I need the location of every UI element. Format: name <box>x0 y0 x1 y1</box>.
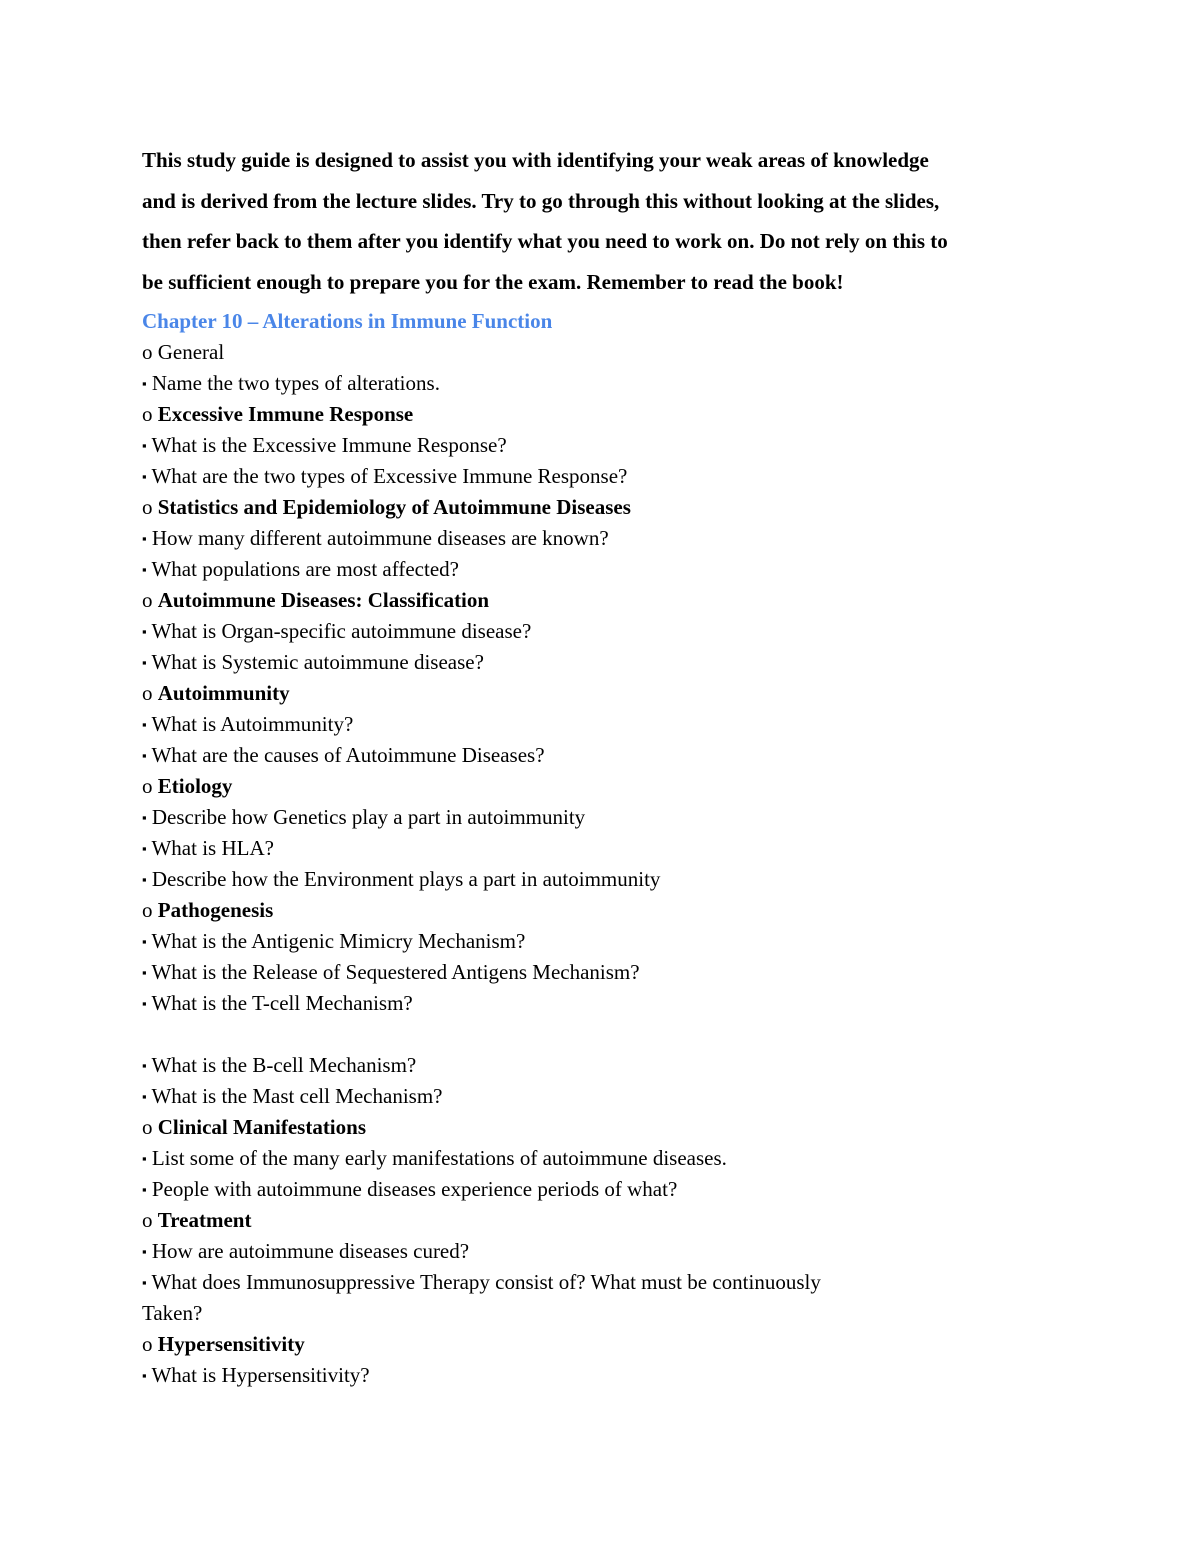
heading-marker: o <box>142 681 153 705</box>
list-item <box>142 864 1062 895</box>
bullet-icon: ▪ <box>142 748 147 763</box>
list-item-text: How are autoimmune diseases cured? <box>151 1239 470 1263</box>
list-item <box>142 802 1062 833</box>
section-heading-text: Autoimmune Diseases: Classification <box>157 588 490 612</box>
list-item <box>142 709 1062 740</box>
list-item-text: What does Immunosuppressive Therapy consist of? What must be continuously <box>151 1270 821 1294</box>
list-item <box>142 988 1062 1019</box>
list-item-text: What is Hypersensitivity? <box>151 1363 370 1387</box>
section-heading-text: Clinical Manifestations <box>157 1115 366 1139</box>
list-item-text: What populations are most affected? <box>151 557 459 581</box>
list-item-text: What is HLA? <box>151 836 274 860</box>
heading-marker: o <box>142 1115 153 1139</box>
section-heading <box>142 1112 1062 1143</box>
section-heading-text: Excessive Immune Response <box>157 402 414 426</box>
section-heading <box>142 1329 1062 1360</box>
intro-paragraph <box>142 140 1062 302</box>
section-heading-text: Hypersensitivity <box>157 1332 305 1356</box>
list-item <box>142 461 1062 492</box>
section-heading <box>142 678 1062 709</box>
heading-marker: o <box>142 495 153 519</box>
section-heading-text: Treatment <box>157 1208 252 1232</box>
list-item-text: List some of the many early manifestations of autoimmune diseases. <box>151 1146 727 1170</box>
bullet-icon: ▪ <box>142 469 147 484</box>
heading-marker: o <box>142 402 153 426</box>
bullet-icon: ▪ <box>142 965 147 980</box>
document-page <box>142 140 1062 1391</box>
list-item-continuation: Taken? <box>142 1301 203 1325</box>
list-item <box>142 1081 1062 1112</box>
bullet-icon: ▪ <box>142 655 147 670</box>
list-item-text: What is the Release of Sequestered Antigens Mechanism? <box>151 960 640 984</box>
list-item-text: Describe how the Environment plays a part in autoimmunity <box>151 867 661 891</box>
heading-marker: o <box>142 898 153 922</box>
list-item <box>142 926 1062 957</box>
section-heading <box>142 585 1062 616</box>
list-item <box>142 523 1062 554</box>
chapter-title: Chapter 10 – Alterations in Immune Function <box>142 309 553 333</box>
list-item-text: What is the Mast cell Mechanism? <box>151 1084 443 1108</box>
heading-marker: o <box>142 588 153 612</box>
bullet-icon: ▪ <box>142 996 147 1011</box>
bullet-icon: ▪ <box>142 841 147 856</box>
list-item-text: What is Organ-specific autoimmune disease? <box>151 619 532 643</box>
study-outline <box>142 337 1062 1391</box>
section-heading-text: General <box>157 340 225 364</box>
heading-marker: o <box>142 1208 153 1232</box>
list-item <box>142 1050 1062 1081</box>
bullet-icon: ▪ <box>142 810 147 825</box>
list-item-text: What is Systemic autoimmune disease? <box>151 650 484 674</box>
intro-line: then refer back to them after you identify what you need to work on. Do not rely on this to <box>142 229 948 253</box>
intro-line: and is derived from the lecture slides. Try to go through this without looking at the slides, <box>142 188 940 213</box>
list-item-text: What are the causes of Autoimmune Diseases? <box>151 743 545 767</box>
section-heading-text: Autoimmunity <box>157 681 290 705</box>
list-item-text: Name the two types of alterations. <box>151 371 440 395</box>
heading-marker: o <box>142 340 153 364</box>
bullet-icon: ▪ <box>142 1058 147 1073</box>
section-heading <box>142 399 1062 430</box>
bullet-icon: ▪ <box>142 531 147 546</box>
list-item <box>142 1174 1062 1205</box>
bullet-icon: ▪ <box>142 562 147 577</box>
bullet-icon: ▪ <box>142 717 147 732</box>
bullet-icon: ▪ <box>142 624 147 639</box>
list-item <box>142 833 1062 864</box>
list-item <box>142 1236 1062 1267</box>
list-item-text: What is the Excessive Immune Response? <box>151 433 507 457</box>
bullet-icon: ▪ <box>142 1151 147 1166</box>
list-item-text: What is the B-cell Mechanism? <box>151 1053 417 1077</box>
intro-line: This study guide is designed to assist you with identifying your weak areas of knowledge <box>142 148 929 172</box>
bullet-icon: ▪ <box>142 934 147 949</box>
blank-line <box>142 1019 1062 1050</box>
section-heading-text: Etiology <box>157 774 233 798</box>
section-heading <box>142 771 1062 802</box>
section-heading-text: Pathogenesis <box>157 898 274 922</box>
bullet-icon: ▪ <box>142 438 147 453</box>
list-item <box>142 616 1062 647</box>
list-item <box>142 647 1062 678</box>
list-item <box>142 1360 1062 1391</box>
section-heading <box>142 895 1062 926</box>
list-item <box>142 554 1062 585</box>
list-item <box>142 957 1062 988</box>
list-item-text: What is the Antigenic Mimicry Mechanism? <box>151 929 526 953</box>
intro-line: be sufficient enough to prepare you for the exam. Remember to read the book! <box>142 269 844 294</box>
heading-marker: o <box>142 774 153 798</box>
section-heading-text: Statistics and Epidemiology of Autoimmune Diseases <box>157 495 631 519</box>
list-item <box>142 1267 1062 1298</box>
bullet-icon: ▪ <box>142 1275 147 1290</box>
list-item-text: What is the T-cell Mechanism? <box>151 991 413 1015</box>
bullet-icon: ▪ <box>142 1244 147 1259</box>
list-item <box>142 368 1062 399</box>
bullet-icon: ▪ <box>142 1368 147 1383</box>
bullet-icon: ▪ <box>142 1089 147 1104</box>
bullet-icon: ▪ <box>142 1182 147 1197</box>
bullet-icon: ▪ <box>142 872 147 887</box>
bullet-icon: ▪ <box>142 376 147 391</box>
list-item <box>142 430 1062 461</box>
heading-marker: o <box>142 1332 153 1356</box>
list-item <box>142 740 1062 771</box>
list-item-text: How many different autoimmune diseases are known? <box>151 526 609 550</box>
section-heading <box>142 492 1062 523</box>
list-item-text: What is Autoimmunity? <box>151 712 354 736</box>
list-item-text: Describe how Genetics play a part in autoimmunity <box>151 805 586 829</box>
section-heading <box>142 337 1062 368</box>
section-heading <box>142 1205 1062 1236</box>
list-item-text: People with autoimmune diseases experience periods of what? <box>151 1177 678 1201</box>
list-item <box>142 1143 1062 1174</box>
list-item-text: What are the two types of Excessive Immune Response? <box>151 464 628 488</box>
